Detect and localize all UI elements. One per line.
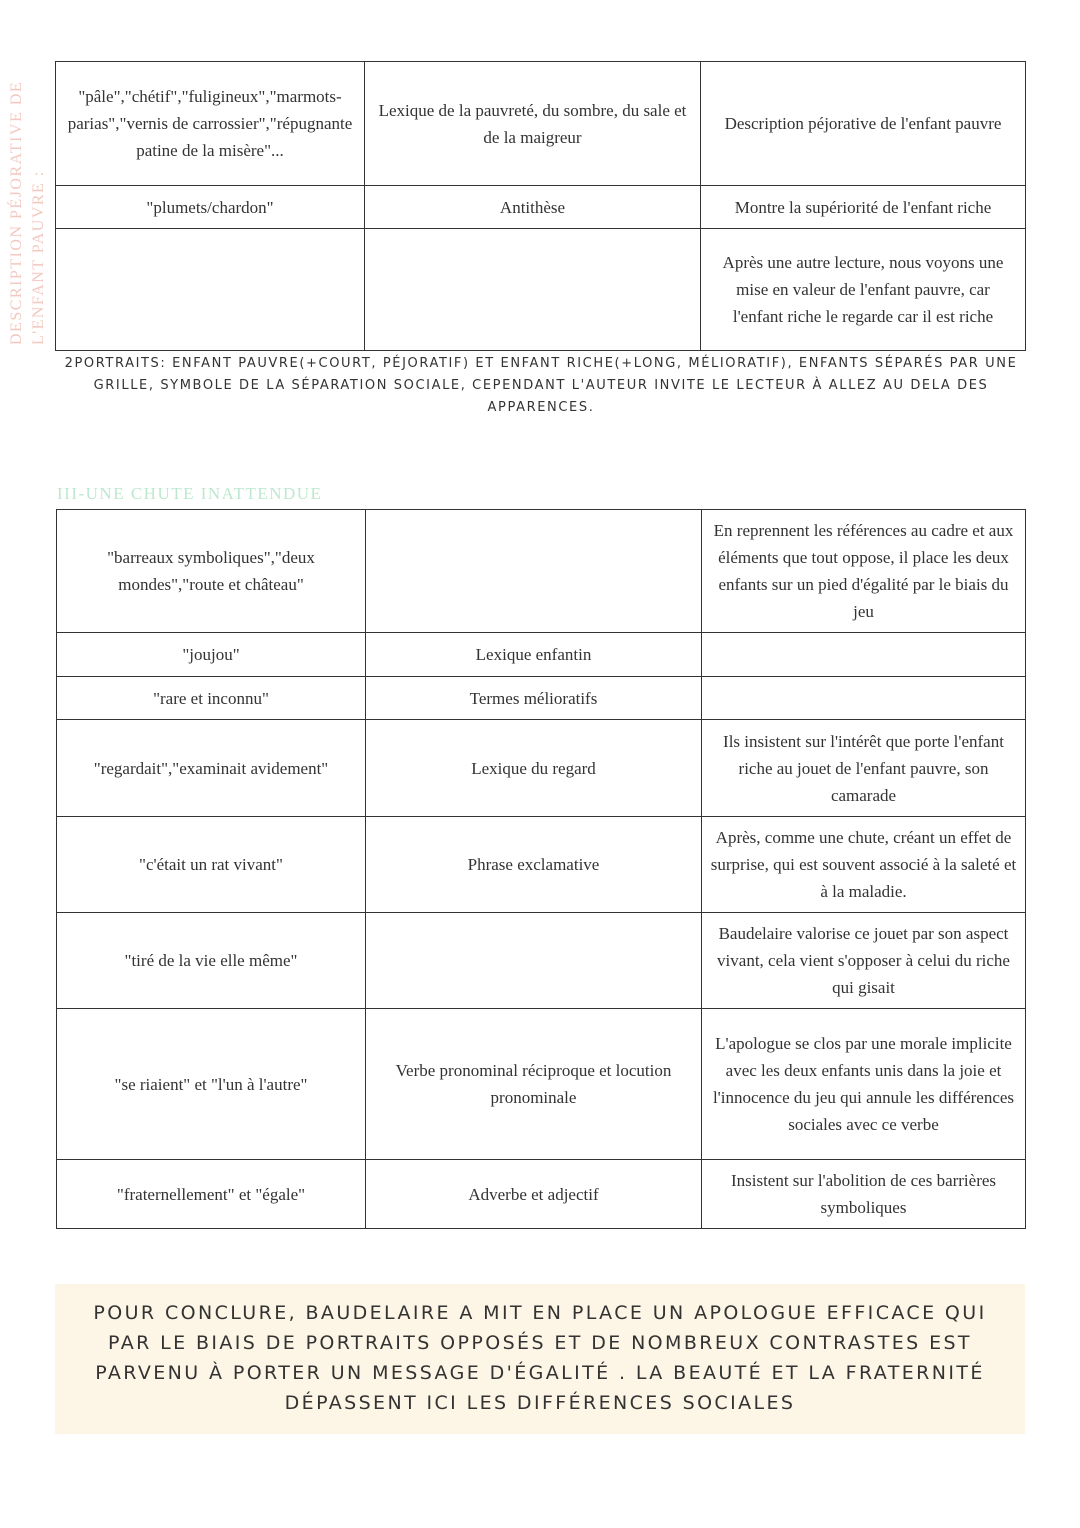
- procede-cell: Verbe pronominal réciproque et locution pronominale: [366, 1009, 702, 1160]
- table-row: [57, 1160, 1026, 1229]
- table-row: [57, 510, 1026, 633]
- table-row: [57, 913, 1026, 1009]
- procede-cell: [365, 229, 701, 351]
- table-row: [56, 229, 1026, 351]
- analysis-table-1: [55, 61, 1026, 351]
- interpretation-cell: Baudelaire valorise ce jouet par son aspect vivant, cela vient s'opposer à celui du riche qui gisait: [702, 913, 1026, 1009]
- quote-cell: "se riaient" et "l'un à l'autre": [57, 1009, 366, 1160]
- interpretation-cell: [702, 633, 1026, 677]
- interpretation-cell: Insistent sur l'abolition de ces barrières symboliques: [702, 1160, 1026, 1229]
- interpretation-cell: Ils insistent sur l'intérêt que porte l'enfant riche au jouet de l'enfant pauvre, son camarade: [702, 720, 1026, 817]
- procede-cell: Lexique du regard: [366, 720, 702, 817]
- interpretation-cell: [702, 677, 1026, 720]
- quote-cell: "regardait","examinait avidement": [57, 720, 366, 817]
- analysis-table-2: [56, 509, 1026, 1229]
- procede-cell: Adverbe et adjectif: [366, 1160, 702, 1229]
- table-row: [57, 1009, 1026, 1160]
- quote-cell: "c'était un rat vivant": [57, 817, 366, 913]
- interpretation-cell: L'apologue se clos par une morale implicite avec les deux enfants unis dans la joie et l'innocence du jeu qui annule les différences sociales avec ce verbe: [702, 1009, 1026, 1160]
- interpretation-cell: En reprennent les références au cadre et aux éléments que tout oppose, il place les deux enfants sur un pied d'égalité par le biais du jeu: [702, 510, 1026, 633]
- quote-cell: "tiré de la vie elle même": [57, 913, 366, 1009]
- procede-cell: Termes mélioratifs: [366, 677, 702, 720]
- quote-cell: "rare et inconnu": [57, 677, 366, 720]
- conclusion-box: POUR CONCLURE, BAUDELAIRE A MIT EN PLACE UN APOLOGUE EFFICACE QUI PAR LE BIAIS DE PORTRAITS OPPOSÉS ET DE NOMBREUX CONTRASTES EST PARVENU À PORTER UN MESSAGE D'ÉGALITÉ . LA BEAUTÉ ET LA FRATERNITÉ DÉPASSENT ICI LES DIFFÉRENCES SOCIALES: [55, 1284, 1025, 1434]
- quote-cell: [56, 229, 365, 351]
- quote-cell: "fraternellement" et "égale": [57, 1160, 366, 1229]
- table-row: [56, 62, 1026, 186]
- procede-cell: Phrase exclamative: [366, 817, 702, 913]
- table-row: [56, 186, 1026, 229]
- interpretation-cell: Description péjorative de l'enfant pauvre: [701, 62, 1026, 186]
- interpretation-cell: Après, comme une chute, créant un effet de surprise, qui est souvent associé à la saleté et à la maladie.: [702, 817, 1026, 913]
- interpretation-cell: Après une autre lecture, nous voyons une mise en valeur de l'enfant pauvre, car l'enfant riche le regarde car il est riche: [701, 229, 1026, 351]
- procede-cell: Lexique de la pauvreté, du sombre, du sale et de la maigreur: [365, 62, 701, 186]
- table-row: [57, 633, 1026, 677]
- interpretation-cell: Montre la supériorité de l'enfant riche: [701, 186, 1026, 229]
- quote-cell: "barreaux symboliques","deux mondes","route et château": [57, 510, 366, 633]
- quote-cell: "plumets/chardon": [56, 186, 365, 229]
- table-row: [57, 677, 1026, 720]
- table-row: [57, 720, 1026, 817]
- summary-text: 2PORTRAITS: ENFANT PAUVRE(+COURT, PÉJORATIF) ET ENFANT RICHE(+LONG, MÉLIORATIF), ENFANTS SÉPARÉS PAR UNE GRILLE, SYMBOLE DE LA SÉPARATION SOCIALE, CEPENDANT L'AUTEUR INVITE LE LECTEUR À ALLEZ AU DELA DES APPARENCES.: [64, 356, 1018, 415]
- table-row: [57, 817, 1026, 913]
- procede-cell: [366, 510, 702, 633]
- side-label: DESCRIPTION PÉJORATIVE DE L'ENFANT PAUVRE :: [8, 80, 47, 345]
- procede-cell: Lexique enfantin: [366, 633, 702, 677]
- procede-cell: Antithèse: [365, 186, 701, 229]
- procede-cell: [366, 913, 702, 1009]
- quote-cell: "joujou": [57, 633, 366, 677]
- quote-cell: "pâle","chétif","fuligineux","marmots-parias","vernis de carrossier","répugnante patine de la misère"...: [56, 62, 365, 186]
- section-title: III-UNE CHUTE INATTENDUE: [57, 484, 323, 503]
